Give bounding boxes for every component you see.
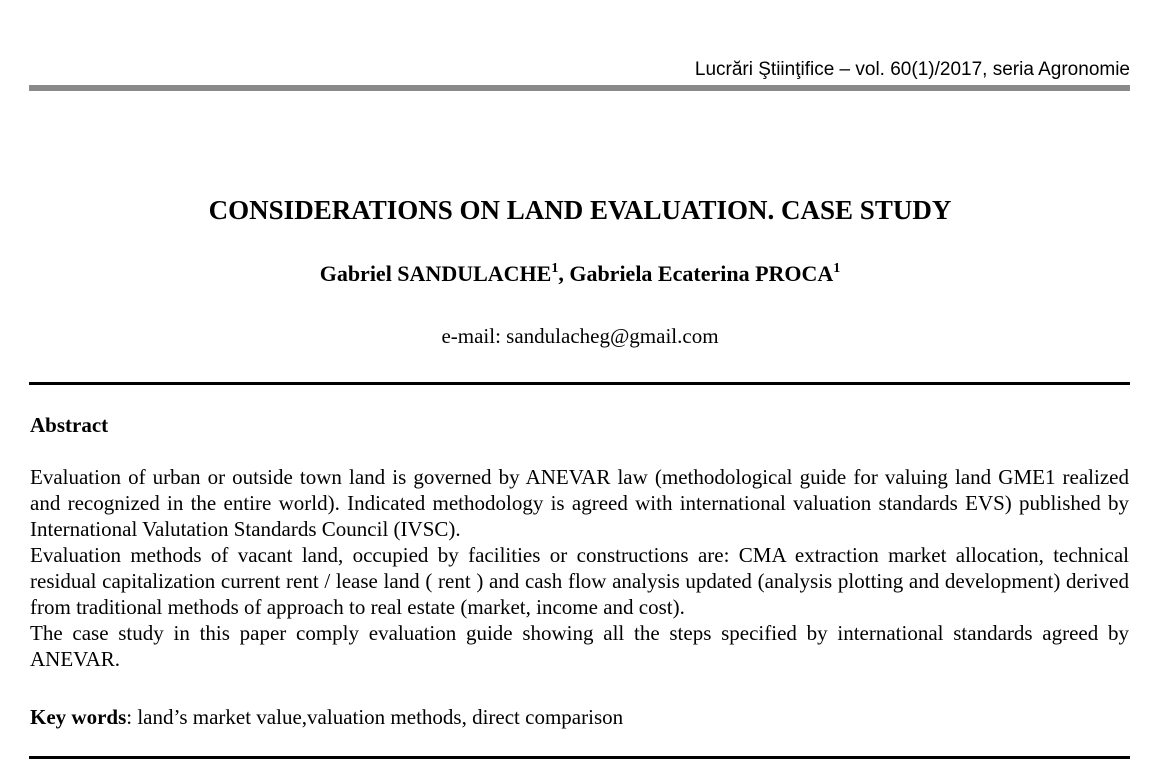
abstract-paragraph: Evaluation of urban or outside town land is governed by ANEVAR law (methodological guide for valuing land GME1 realized and recognized in the entire world). Indicated methodology is agreed with international valuation standards EVS) published by International Valutation Standards Council (IVSC). [30, 465, 1129, 541]
author-affiliation: 1 [833, 261, 841, 276]
abstract-body [30, 464, 1129, 672]
abstract-top-rule [29, 382, 1130, 385]
author-separator: , [558, 261, 570, 286]
abstract-bottom-rule [29, 756, 1130, 759]
keywords-text: land’s market value,valuation methods, direct comparison [137, 705, 624, 729]
abstract-heading: Abstract [30, 413, 109, 437]
authors-line [0, 260, 1160, 288]
abstract-paragraph: The case study in this paper comply evaluation guide showing all the steps specified by international standards agreed by ANEVAR. [30, 621, 1129, 671]
keywords-separator: : [126, 705, 138, 729]
journal-header: Lucrări Ştiinţifice – vol. 60(1)/2017, seria Agronomie [694, 59, 1130, 80]
author-affiliation: 1 [551, 261, 559, 276]
author-email: e-mail: sandulacheg@gmail.com [441, 324, 719, 348]
abstract-paragraph: Evaluation methods of vacant land, occupied by facilities or constructions are: CMA extraction market allocation, technical residual capitalization current rent / lease land ( rent ) and cash flow analysis updated (analysis plotting and development) derived from traditional methods of approach to real estate (market, income and cost). [30, 543, 1129, 619]
paper-title: CONSIDERATIONS ON LAND EVALUATION. CASE STUDY [208, 195, 952, 225]
header-rule [29, 85, 1130, 91]
keywords-line [30, 704, 623, 730]
keywords-label: Key words [30, 705, 127, 729]
author-name: Gabriel SANDULACHE [319, 261, 552, 286]
author-name: Gabriela Ecaterina PROCA [569, 261, 834, 286]
